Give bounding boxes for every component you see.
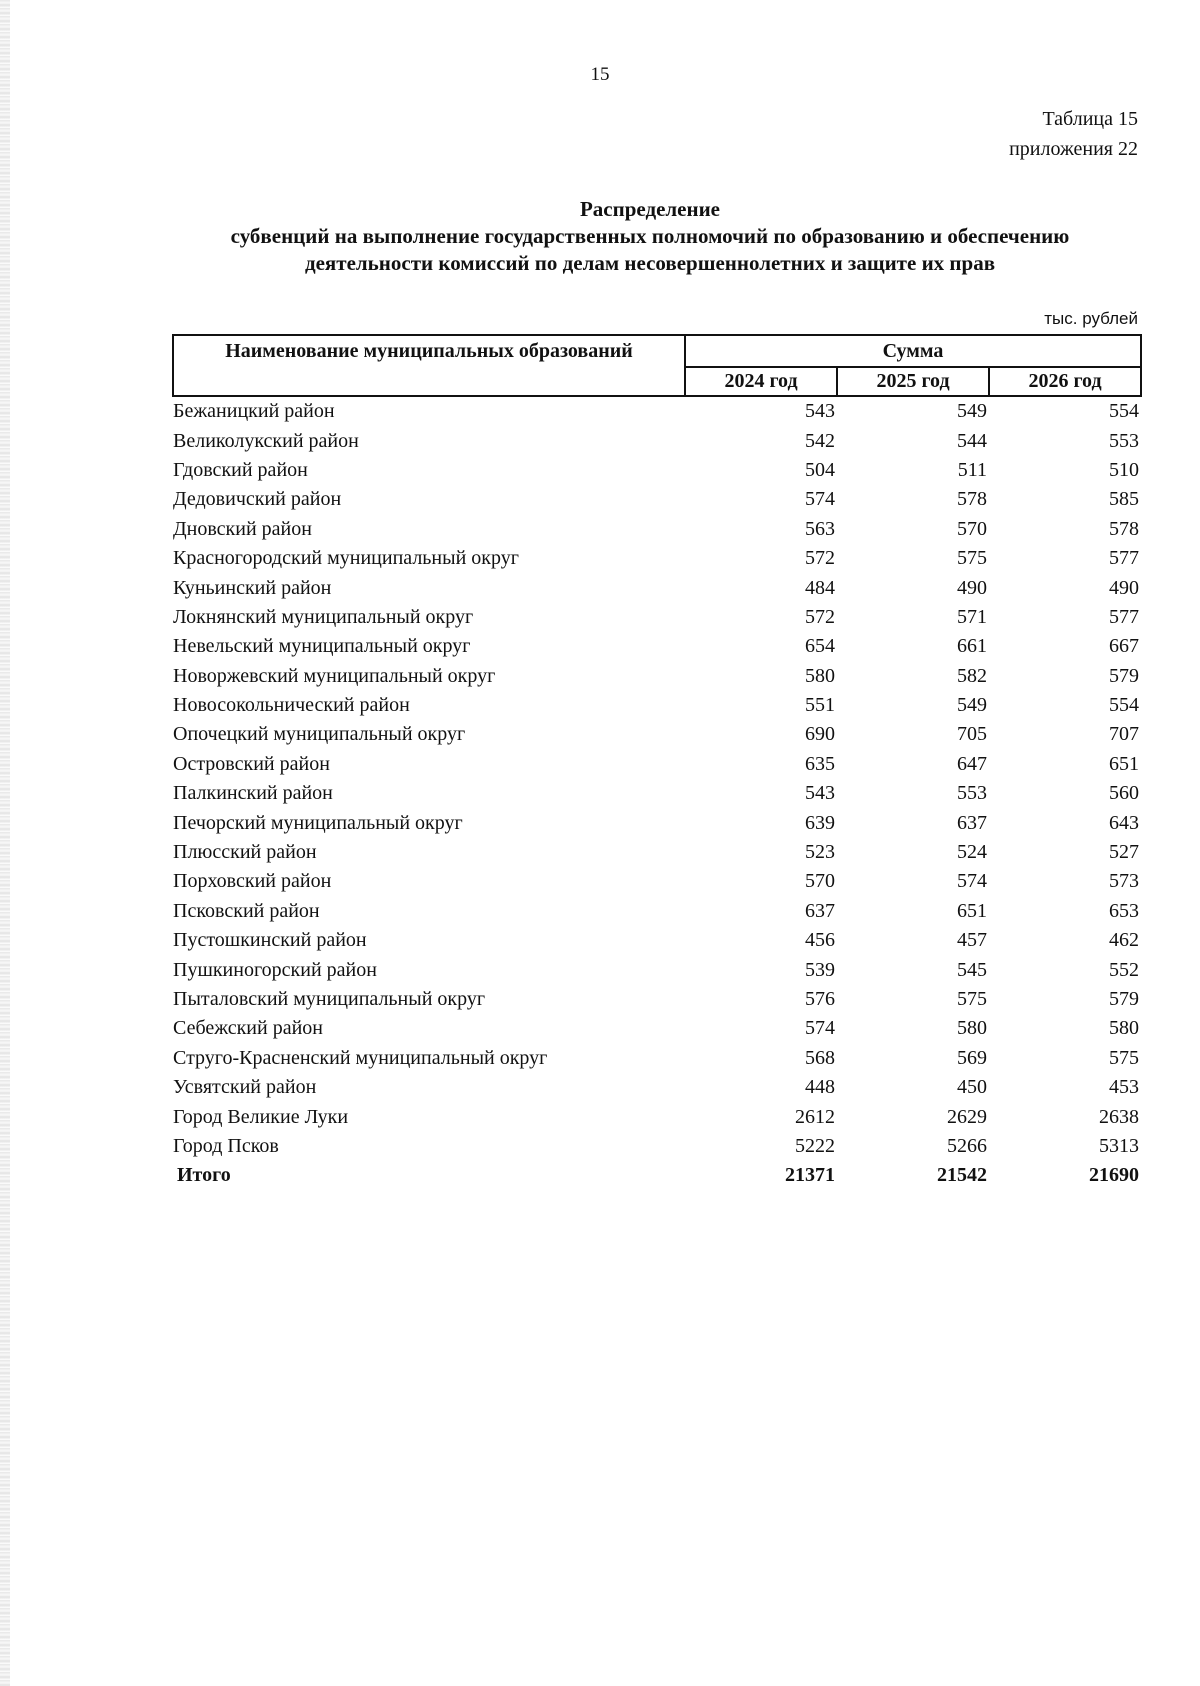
value-2025: 574	[957, 870, 987, 893]
municipality-name: Пушкиногорский район	[173, 958, 377, 981]
municipality-name: Опочецкий муниципальный округ	[173, 723, 466, 746]
title-line-2: субвенций на выполнение государственных полномочий по образованию и обеспечению	[230, 224, 1070, 248]
value-2024: 639	[805, 811, 835, 834]
value-2025: 490	[957, 576, 987, 599]
table-row	[173, 985, 1141, 1014]
value-2026: 552	[1109, 958, 1140, 981]
value-2024: 523	[805, 841, 835, 864]
municipality-name: Усвятский район	[173, 1076, 317, 1099]
table-row	[173, 456, 1141, 485]
municipality-name: Плюсский район	[173, 841, 317, 864]
value-2024: 568	[805, 1046, 835, 1069]
value-2025: 651	[957, 899, 987, 922]
value-2024: 539	[805, 958, 835, 981]
table-row	[173, 426, 1141, 455]
value-2024: 654	[805, 635, 835, 658]
value-2025: 647	[957, 752, 987, 775]
value-2024: 576	[805, 988, 835, 1010]
table-row	[173, 396, 1141, 426]
value-2024: 484	[805, 576, 835, 599]
value-2026: 653	[1109, 899, 1140, 922]
table-row	[173, 662, 1141, 691]
value-2024: 456	[805, 929, 835, 952]
value-2024: 504	[805, 458, 835, 481]
value-2026: 643	[1109, 811, 1140, 834]
table-row	[173, 1014, 1141, 1043]
table-row	[173, 779, 1141, 808]
value-2025: 575	[957, 988, 987, 1010]
value-2025: 524	[957, 841, 987, 864]
municipality-name: Бежаницкий район	[173, 400, 335, 423]
value-2024: 635	[805, 752, 835, 775]
table-reference	[1009, 104, 1138, 164]
value-2026: 527	[1109, 841, 1140, 864]
value-2024: 5222	[795, 1134, 835, 1157]
table-row	[173, 573, 1141, 602]
table-row	[173, 515, 1141, 544]
municipality-name: Локнянский муниципальный округ	[173, 605, 474, 628]
municipality-name: Дедовичский район	[173, 488, 342, 511]
value-2024: 570	[805, 870, 835, 893]
value-2026: 560	[1109, 782, 1140, 805]
page-number: 15	[590, 64, 610, 85]
value-2026: 5313	[1099, 1134, 1140, 1157]
value-2025: 5266	[947, 1134, 987, 1157]
value-2025: 571	[957, 605, 987, 628]
value-2025: 450	[957, 1076, 987, 1099]
value-2026: 573	[1109, 870, 1140, 893]
value-2024: 563	[805, 517, 835, 540]
value-2024: 690	[805, 723, 835, 746]
municipality-name: Итого	[177, 1164, 231, 1187]
table-ref-line-2: приложения 22	[1009, 138, 1138, 160]
value-2024: 542	[805, 429, 835, 452]
value-2026: 579	[1109, 988, 1140, 1010]
value-2024: 543	[805, 400, 835, 423]
value-2026: 578	[1109, 517, 1140, 540]
column-header-2026: 2026 год	[989, 367, 1141, 396]
value-2026: 575	[1109, 1046, 1140, 1069]
value-2025: 545	[957, 958, 987, 981]
value-2026: 585	[1109, 488, 1140, 511]
value-2025: 637	[957, 811, 987, 834]
value-2025: 570	[957, 517, 987, 540]
document-title	[160, 196, 1140, 277]
value-2026: 453	[1109, 1076, 1140, 1099]
value-2026: 510	[1109, 458, 1140, 481]
table-row	[173, 1044, 1141, 1073]
table-row	[173, 955, 1141, 984]
value-2026: 490	[1109, 576, 1140, 599]
table-row	[173, 867, 1141, 896]
distribution-table	[172, 334, 1142, 1191]
value-2025: 511	[957, 458, 987, 481]
value-2026: 554	[1109, 400, 1140, 423]
municipality-name: Красногородский муниципальный округ	[173, 547, 519, 570]
value-2024: 21371	[785, 1164, 835, 1187]
value-2025: 549	[957, 694, 987, 717]
scan-edge	[0, 0, 10, 1686]
value-2024: 574	[805, 488, 835, 511]
table-body	[173, 396, 1141, 1191]
value-2026: 554	[1109, 694, 1140, 717]
value-2025: 582	[957, 664, 987, 687]
value-2025: 457	[957, 929, 987, 952]
municipality-name: Дновский район	[173, 517, 312, 540]
table-row	[173, 1132, 1141, 1161]
table-row	[173, 603, 1141, 632]
value-2026: 577	[1109, 547, 1140, 570]
value-2024: 543	[805, 782, 835, 805]
value-2026: 462	[1109, 929, 1140, 952]
municipality-name: Новосокольнический район	[173, 694, 410, 717]
units-label: тыс. рублей	[1044, 309, 1138, 328]
table-row	[173, 926, 1141, 955]
municipality-name: Порховский район	[173, 870, 332, 893]
value-2025: 549	[957, 400, 987, 423]
value-2026: 577	[1109, 605, 1140, 628]
title-line-3: деятельности комиссий по делам несовершеннолетних и защите их прав	[304, 251, 996, 275]
table-row	[173, 691, 1141, 720]
municipality-name: Струго-Красненский муниципальный округ	[173, 1046, 548, 1069]
value-2025: 575	[957, 547, 987, 570]
column-header-2024: 2024 год	[685, 367, 837, 396]
column-header-sum: Сумма	[685, 335, 1141, 367]
title-line-1: Распределение	[579, 197, 721, 221]
table-row	[173, 720, 1141, 749]
value-2025: 544	[957, 429, 987, 452]
municipality-name: Пыталовский муниципальный округ	[173, 988, 486, 1010]
value-2025: 578	[957, 488, 987, 511]
municipality-name: Гдовский район	[173, 458, 308, 481]
municipality-name: Великолукский район	[173, 429, 359, 452]
municipality-name: Псковский район	[173, 899, 320, 922]
municipality-name: Палкинский район	[173, 782, 333, 805]
value-2026: 21690	[1089, 1164, 1140, 1187]
value-2026: 667	[1109, 635, 1140, 658]
value-2026: 553	[1109, 429, 1140, 452]
table-row	[173, 1073, 1141, 1102]
table-row	[173, 897, 1141, 926]
municipality-name: Пустошкинский район	[173, 929, 367, 952]
value-2026: 579	[1109, 664, 1140, 687]
table-row	[173, 838, 1141, 867]
value-2024: 572	[805, 605, 835, 628]
value-2024: 637	[805, 899, 835, 922]
table-total-row	[173, 1161, 1141, 1190]
value-2024: 2612	[795, 1105, 835, 1128]
value-2024: 572	[805, 547, 835, 570]
table-row	[173, 632, 1141, 661]
value-2024: 580	[805, 664, 835, 687]
value-2026: 651	[1109, 752, 1140, 775]
table-row	[173, 1102, 1141, 1131]
value-2025: 705	[957, 723, 987, 746]
value-2025: 553	[957, 782, 987, 805]
municipality-name: Город Великие Луки	[173, 1105, 349, 1128]
value-2025: 569	[957, 1046, 987, 1069]
value-2025: 21542	[937, 1164, 987, 1187]
value-2025: 661	[957, 635, 987, 658]
value-2024: 574	[805, 1017, 835, 1040]
value-2025: 2629	[947, 1105, 987, 1128]
value-2024: 448	[805, 1076, 835, 1099]
municipality-name: Печорский муниципальный округ	[173, 811, 463, 834]
column-header-municipality: Наименование муниципальных образований	[173, 335, 685, 396]
municipality-name: Новоржевский муниципальный округ	[173, 664, 496, 687]
table-row	[173, 485, 1141, 514]
value-2025: 580	[957, 1017, 987, 1040]
municipality-name: Невельский муниципальный округ	[173, 635, 471, 658]
value-2026: 707	[1109, 723, 1140, 746]
municipality-name: Город Псков	[173, 1134, 279, 1157]
table-row	[173, 750, 1141, 779]
municipality-name: Себежский район	[173, 1017, 323, 1040]
table-row	[173, 544, 1141, 573]
municipality-name: Островский район	[173, 752, 330, 775]
value-2026: 580	[1109, 1017, 1140, 1040]
column-header-2025: 2025 год	[837, 367, 989, 396]
value-2024: 551	[805, 694, 835, 717]
municipality-name: Куньинский район	[173, 576, 332, 599]
value-2026: 2638	[1099, 1105, 1140, 1128]
table-ref-line-1: Таблица 15	[1042, 108, 1138, 130]
table-row	[173, 808, 1141, 837]
